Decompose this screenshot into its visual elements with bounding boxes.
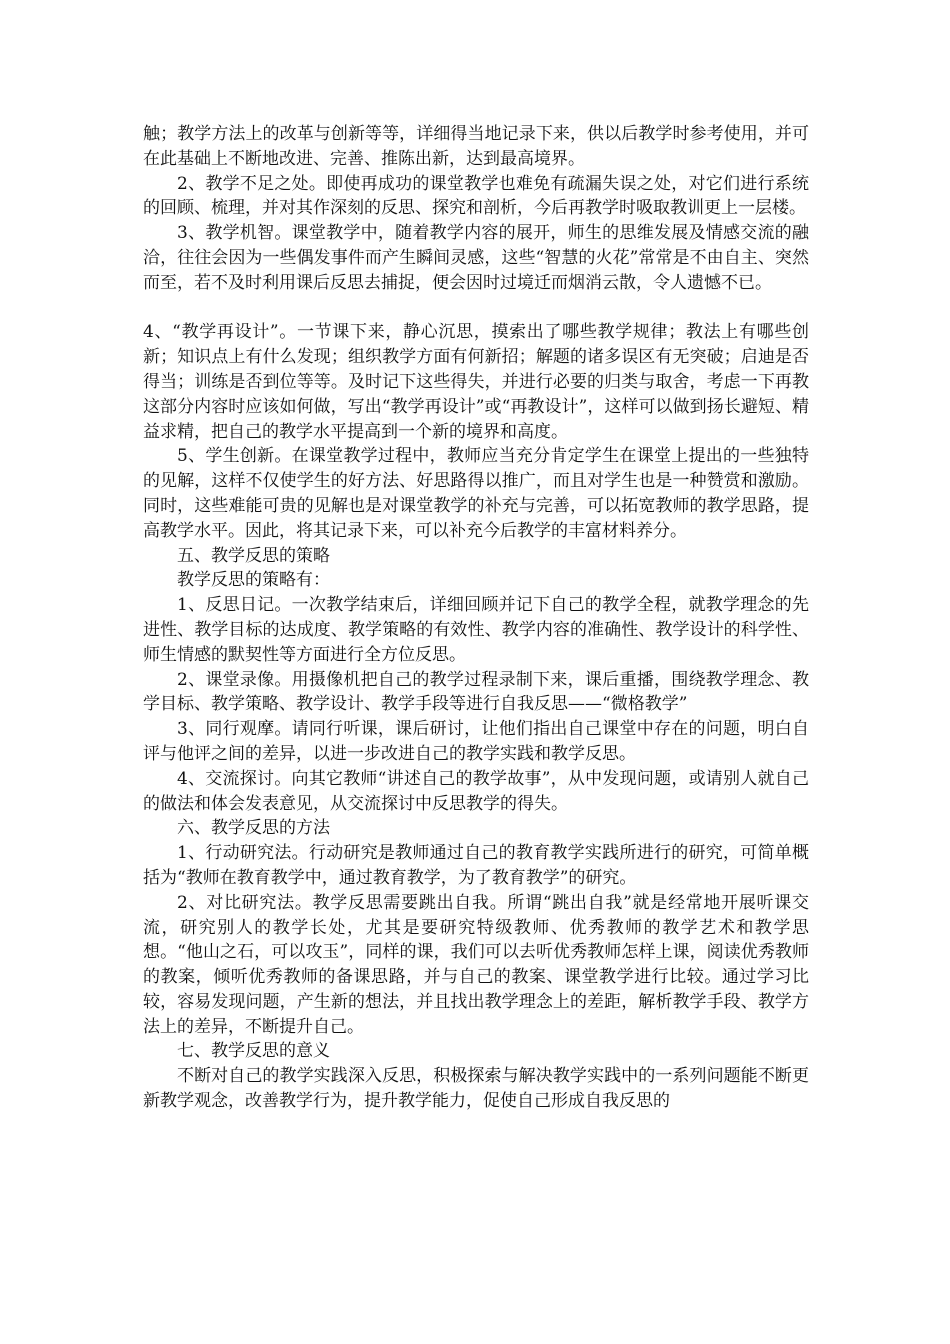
- paragraph-teaching-shortcomings: 2、教学不足之处。即使再成功的课堂教学也难免有疏漏失误之处，对它们进行系统的回顾、梳理，并对其作深刻的反思、探究和剖析，今后再教学时吸取教训更上一层楼。: [143, 173, 809, 219]
- section-heading-significance: 七、教学反思的意义: [177, 1041, 330, 1062]
- paragraph-exchange-discussion: 4、交流探讨。向其它教师“讲述自己的教学故事”，从中发现问题，或请别人就自己的做法和体会发表意见，从交流探讨中反思教学的得失。: [143, 768, 809, 814]
- paragraph-student-innovation: 5、学生创新。在课堂教学过程中，教师应当充分肯定学生在课堂上提出的一些独特的见解，这样不仅使学生的好方法、好思路得以推广，而且对学生也是一种赞赏和激励。同时，这些难能可贵的见解也是对课堂教学的补充与完善，可以拓宽教师的教学思路，提高教学水平。因此，将其记录下来，可以补充今后教学的丰富材料养分。: [143, 446, 809, 541]
- paragraph-teaching-redesign: 4、“教学再设计”。一节课下来，静心沉思，摸索出了哪些教学规律；教法上有哪些创新；知识点上有什么发现；组织教学方面有何新招；解题的诸多误区有无突破；启迪是否得当；训练是否到位等等。及时记下这些得失，并进行必要的归类与取舍，考虑一下再教这部分内容时应该如何做，写出“教学再设计”或“再教设计”，这样可以做到扬长避短、精益求精，把自己的教学水平提高到一个新的境界和高度。: [143, 322, 809, 442]
- paragraph-teaching-wit: 3、教学机智。课堂教学中，随着教学内容的展开，师生的思维发展及情感交流的融洽，往往会因为一些偶发事件而产生瞬间灵感，这些“智慧的火花”常常是不由自主、突然而至，若不及时利用课后反思去捕捉，便会因时过境迁而烟消云散，令人遗憾不已。: [143, 223, 809, 293]
- paragraph-comparative-research: 2、对比研究法。教学反思需要跳出自我。所谓“跳出自我”就是经常地开展听课交流，研究别人的教学长处，尤其是要研究特级教师、优秀教师的教学艺术和教学思想。“他山之石，可以攻玉”，同样的课，我们可以去听优秀教师怎样上课，阅读优秀教师的教案，倾听优秀教师的备课思路，并与自己的教案、课堂教学进行比较。通过学习比较，容易发现问题，产生新的想法，并且找出教学理念上的差距，解析教学手段、教学方法上的差异，不断提升自己。: [143, 892, 809, 1037]
- paragraph-reflection-diary: 1、反思日记。一次教学结束后，详细回顾并记下自己的教学全程，就教学理念的先进性、教学目标的达成度、教学策略的有效性、教学内容的准确性、教学设计的科学性、师生情感的默契性等方面进行全方位反思。: [143, 595, 809, 665]
- paragraph-action-research: 1、行动研究法。行动研究是教师通过自己的教育教学实践所进行的研究，可简单概括为“教师在教育教学中，通过教育教学，为了教育教学”的研究。: [143, 843, 809, 888]
- paragraph-continuation: 触；教学方法上的改革与创新等等，详细得当地记录下来，供以后教学时参考使用，并可在此基础上不断地改进、完善、推陈出新，达到最高境界。: [143, 124, 809, 169]
- paragraph-significance: 不断对自己的教学实践深入反思，积极探索与解决教学实践中的一系列问题能不断更新教学观念，改善教学行为，提升教学能力，促使自己形成自我反思的: [143, 1066, 809, 1112]
- section-heading-strategies: 五、教学反思的策略: [177, 545, 330, 566]
- document-body: [143, 122, 809, 1114]
- paragraph-strategies-intro: 教学反思的策略有：: [177, 570, 330, 591]
- paragraph-peer-observation: 3、同行观摩。请同行听课，课后研讨，让他们指出自己课堂中存在的问题，明白自评与他评之间的差异，以进一步改进自己的教学实践和教学反思。: [143, 719, 809, 764]
- section-heading-methods: 六、教学反思的方法: [177, 818, 330, 839]
- paragraph-classroom-recording: 2、课堂录像。用摄像机把自己的教学过程录制下来，课后重播，围绕教学理念、教学目标、教学策略、教学设计、教学手段等进行自我反思——“微格教学”: [143, 669, 809, 715]
